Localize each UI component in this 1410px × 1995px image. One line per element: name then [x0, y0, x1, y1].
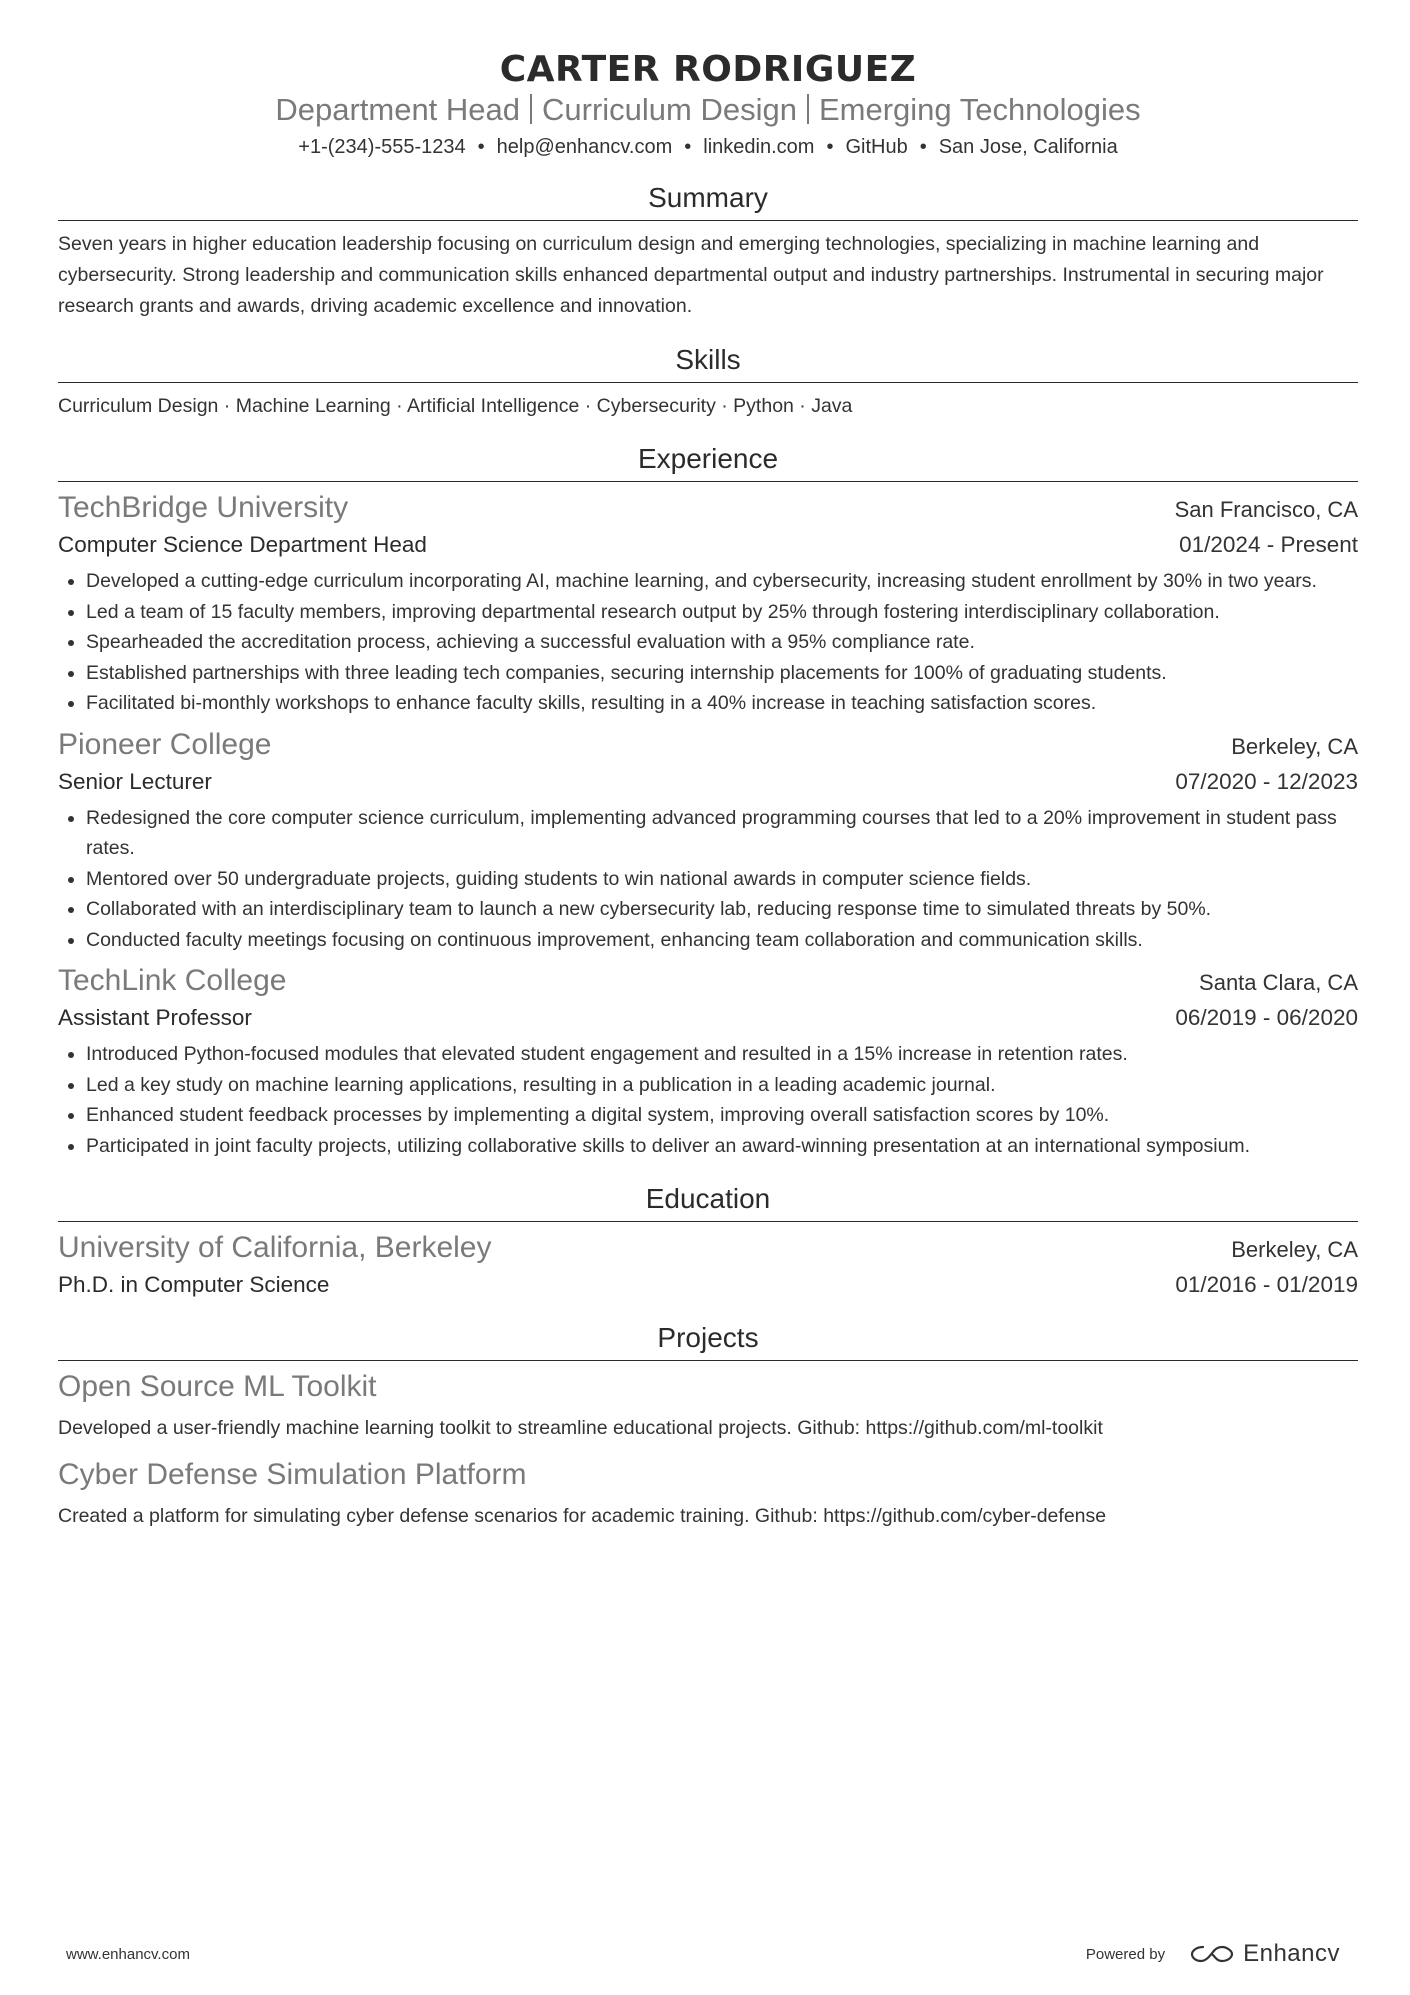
page-footer: [0, 1940, 1410, 1970]
job-bullet: • Mentored over 50 undergraduate projects, guiding students to win national awards in computer science fields.: [86, 864, 1358, 895]
education-entry: [58, 1228, 1358, 1302]
tagline-separator: [807, 94, 809, 124]
bullet-separator: •: [919, 136, 927, 158]
job-bullet: • Facilitated bi-monthly workshops to enhance faculty skills, resulting in a 40% increase in teaching satisfaction scores.: [86, 688, 1358, 719]
resume-header: [58, 0, 1358, 162]
enhancv-wordmark: Enhancv: [1243, 1940, 1340, 1967]
resume-page: [58, 0, 1358, 1531]
job-title: Assistant Professor: [58, 1005, 252, 1030]
enhancv-logo-icon: [1189, 1942, 1235, 1966]
bullet-separator: •: [826, 136, 834, 158]
employer-name: TechBridge University: [58, 491, 349, 524]
powered-by-label: Powered by: [1085, 1945, 1166, 1963]
project-description: Created a platform for simulating cyber defense scenarios for academic training. Github: https://github.com/cyber-defense: [58, 1505, 1107, 1527]
job-bullet: • Redesigned the core computer science curriculum, implementing advanced programming courses that led to a 20% improvement in student pass rates.: [86, 803, 1358, 864]
employer-name: TechLink College: [58, 964, 287, 997]
job-bullet: • Enhanced student feedback processes by implementing a digital system, improving overall satisfaction scores by 10%.: [86, 1100, 1358, 1131]
job-bullet: • Led a team of 15 faculty members, improving departmental research output by 25% through fostering interdisciplinary collaboration.: [86, 597, 1358, 628]
school-name: University of California, Berkeley: [58, 1231, 492, 1264]
job-location: Berkeley, CA: [1231, 733, 1358, 759]
job-title: Senior Lecturer: [58, 768, 212, 794]
footer-website[interactable]: www.enhancv.com: [66, 1946, 190, 1963]
experience-entry: [58, 725, 1358, 956]
job-dates: 07/2020 - 12/2023: [1175, 768, 1358, 794]
project-title: Cyber Defense Simulation Platform: [58, 1458, 527, 1491]
tagline-item: Curriculum Design: [542, 92, 797, 127]
experience-entry: [58, 488, 1358, 719]
footer-branding: [1086, 1940, 1340, 1968]
job-dates: 01/2024 - Present: [1179, 532, 1358, 557]
tagline-item: Emerging Technologies: [818, 92, 1141, 127]
contact-location: San Jose, California: [938, 136, 1118, 158]
tagline-item: Department Head: [275, 92, 521, 127]
section-title-summary: Summary: [58, 180, 1358, 221]
project-title: Open Source ML Toolkit: [58, 1370, 377, 1403]
job-bullet: • Collaborated with an interdisciplinary team to launch a new cybersecurity lab, reducing response time to simulated threats by 50%.: [86, 894, 1358, 925]
job-bullet: • Spearheaded the accreditation process, achieving a successful evaluation with a 95% compliance rate.: [86, 627, 1358, 658]
bullet-separator: •: [477, 136, 485, 158]
project-description: Developed a user-friendly machine learning toolkit to streamline educational projects. Github: https://github.com/ml-toolkit: [58, 1417, 1103, 1439]
section-title-projects: Projects: [58, 1320, 1358, 1361]
job-bullet: • Introduced Python-focused modules that elevated student engagement and resulted in a 15% increase in retention rates.: [86, 1039, 1358, 1070]
section-title-education: Education: [58, 1181, 1358, 1222]
job-bullet: • Participated in joint faculty projects, utilizing collaborative skills to deliver an award-winning presentation at an international symposium.: [86, 1131, 1358, 1162]
job-bullets: [58, 566, 1358, 719]
job-location: San Francisco, CA: [1174, 497, 1358, 522]
contact-linkedin[interactable]: linkedin.com: [703, 136, 815, 158]
employer-name: Pioneer College: [58, 727, 272, 761]
job-bullets: [58, 803, 1358, 956]
summary-text: Seven years in higher education leadership focusing on curriculum design and emerging technologies, specializing in machine learning and cybersecurity. Strong leadership and communication skills enhanced departmental output and industry partnerships. Instrumental in securing major research grants and awards, driving academic excellence and innovation.: [58, 233, 1324, 317]
bullet-separator: •: [684, 136, 692, 158]
job-bullet: • Established partnerships with three leading tech companies, securing internship placements for 100% of graduating students.: [86, 658, 1358, 689]
job-bullet: • Conducted faculty meetings focusing on continuous improvement, enhancing team collaboration and communication skills.: [86, 925, 1358, 956]
tagline-separator: [530, 94, 532, 124]
job-title: Computer Science Department Head: [58, 532, 427, 557]
job-bullet: • Developed a cutting-edge curriculum incorporating AI, machine learning, and cybersecurity, increasing student enrollment by 30% in two years.: [86, 566, 1358, 597]
job-bullets: [58, 1039, 1358, 1161]
skills-list: Curriculum Design · Machine Learning · Artificial Intelligence · Cybersecurity · Python · Java: [58, 395, 853, 417]
contact-github[interactable]: GitHub: [845, 136, 908, 158]
school-location: Berkeley, CA: [1231, 1237, 1358, 1262]
section-title-skills: Skills: [58, 342, 1358, 383]
contact-email[interactable]: help@enhancv.com: [496, 136, 673, 158]
degree: Ph.D. in Computer Science: [58, 1272, 330, 1297]
job-location: Santa Clara, CA: [1199, 970, 1358, 995]
tagline: [58, 90, 1358, 130]
contact-phone: +1-(234)-555-1234: [298, 136, 466, 158]
education-dates: 01/2016 - 01/2019: [1175, 1272, 1358, 1297]
job-bullet: • Led a key study on machine learning applications, resulting in a publication in a leading academic journal.: [86, 1070, 1358, 1101]
job-dates: 06/2019 - 06/2020: [1175, 1005, 1358, 1030]
section-title-experience: Experience: [58, 441, 1358, 482]
contact-line: [58, 132, 1358, 162]
candidate-name: CARTER RODRIGUEZ: [499, 49, 917, 90]
experience-entry: [58, 961, 1358, 1161]
